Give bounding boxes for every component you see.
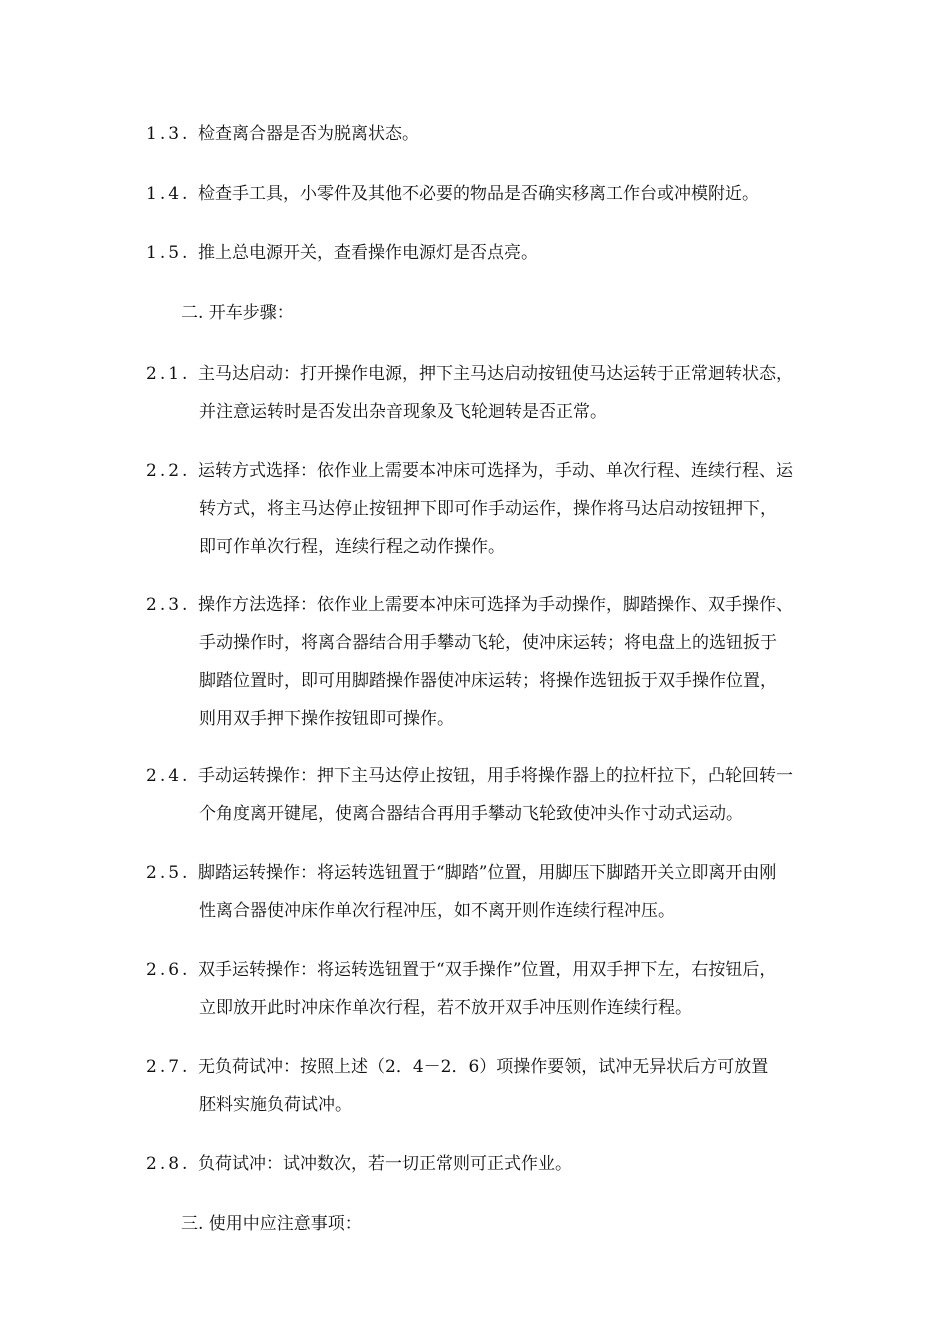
clause-line: [146, 175, 814, 213]
clause-number: 2.4.: [146, 766, 191, 786]
clause-text: 无负荷试冲：按照上述（2．4－2．6）项操作要领，试冲无异状后方可放置: [198, 1057, 769, 1077]
clause-line: 脚踏位置时，即可用脚踏操作器使冲床运转；将操作选钮扳于双手操作位置，: [199, 671, 777, 691]
clause-number: 1.4.: [146, 184, 191, 204]
clause-line: 并注意运转时是否发出杂音现象及飞轮迴转是否正常。: [199, 402, 607, 422]
clause-number: 2.7.: [146, 1057, 191, 1077]
clause-line: [146, 854, 814, 892]
clause-text: 检查手工具，小零件及其他不必要的物品是否确实移离工作台或冲模附近。: [198, 184, 759, 204]
clause-line: 即可作单次行程，连续行程之动作操作。: [199, 537, 505, 557]
clause-line: [146, 586, 814, 624]
clause-line: 立即放开此时冲床作单次行程，若不放开双手冲压则作连续行程。: [199, 998, 692, 1018]
clause-number: 2.5.: [146, 863, 191, 883]
clause-2-6: [146, 951, 814, 1027]
clause-text: 操作方法选择：依作业上需要本冲床可选择为手动操作，脚踏操作、双手操作、: [198, 595, 793, 615]
clause-line: 个角度离开键尾，使离合器结合再用手攀动飞轮致使冲头作寸动式运动。: [199, 804, 743, 824]
clause-1-3: [146, 115, 814, 153]
clause-line: [146, 1048, 814, 1086]
clause-number: 2.6.: [146, 960, 191, 980]
clause-line: [146, 234, 814, 272]
clause-line: [146, 115, 814, 153]
clause-number: 1.5.: [146, 243, 191, 263]
clause-line: 性离合器使冲床作单次行程冲压，如不离开则作连续行程冲压。: [199, 901, 675, 921]
clause-number: 2.2.: [146, 461, 191, 481]
clause-number: 1.3.: [146, 124, 191, 144]
clause-text: 推上总电源开关，查看操作电源灯是否点亮。: [198, 243, 538, 263]
clause-text: 负荷试冲：试冲数次，若一切正常则可正式作业。: [198, 1154, 572, 1174]
clause-2-8: [146, 1145, 814, 1183]
clause-line: [146, 757, 814, 795]
section-heading-2: 二. 开车步骤：: [181, 303, 294, 323]
clause-text: 检查离合器是否为脱离状态。: [198, 124, 419, 144]
clause-number: 2.3.: [146, 595, 191, 615]
clause-line: 转方式，将主马达停止按钮押下即可作手动运作，操作将马达启动按钮押下，: [199, 499, 777, 519]
clause-2-7: [146, 1048, 814, 1124]
clause-line: [146, 452, 814, 490]
clause-2-4: [146, 757, 814, 833]
clause-text: 运转方式选择：依作业上需要本冲床可选择为，手动、单次行程、连续行程、运: [198, 461, 793, 481]
clause-number: 2.8.: [146, 1154, 191, 1174]
section-heading-3: 三. 使用中应注意事项：: [181, 1214, 362, 1234]
clause-line: [146, 951, 814, 989]
clause-2-1: [146, 355, 814, 431]
clause-line: [146, 355, 814, 393]
clause-text: 脚踏运转操作：将运转选钮置于“脚踏”位置，用脚压下脚踏开关立即离开由刚: [198, 863, 777, 883]
clause-2-3: [146, 586, 814, 738]
clause-line: 则用双手押下操作按钮即可操作。: [199, 709, 454, 729]
clause-text: 双手运转操作：将运转选钮置于“双手操作”位置，用双手押下左，右按钮后，: [198, 960, 777, 980]
clause-text: 主马达启动：打开操作电源，押下主马达启动按钮使马达运转于正常迴转状态，: [198, 364, 793, 384]
clause-number: 2.1.: [146, 364, 191, 384]
clause-1-4: [146, 175, 814, 213]
clause-1-5: [146, 234, 814, 272]
clause-2-5: [146, 854, 814, 930]
clause-line: 手动操作时，将离合器结合用手攀动飞轮，使冲床运转；将电盘上的选钮扳于: [199, 633, 777, 653]
clause-2-2: [146, 452, 814, 566]
clause-text: 手动运转操作：押下主马达停止按钮，用手将操作器上的拉杆拉下，凸轮回转一: [198, 766, 793, 786]
clause-line: 胚料实施负荷试冲。: [199, 1095, 352, 1115]
clause-line: [146, 1145, 814, 1183]
